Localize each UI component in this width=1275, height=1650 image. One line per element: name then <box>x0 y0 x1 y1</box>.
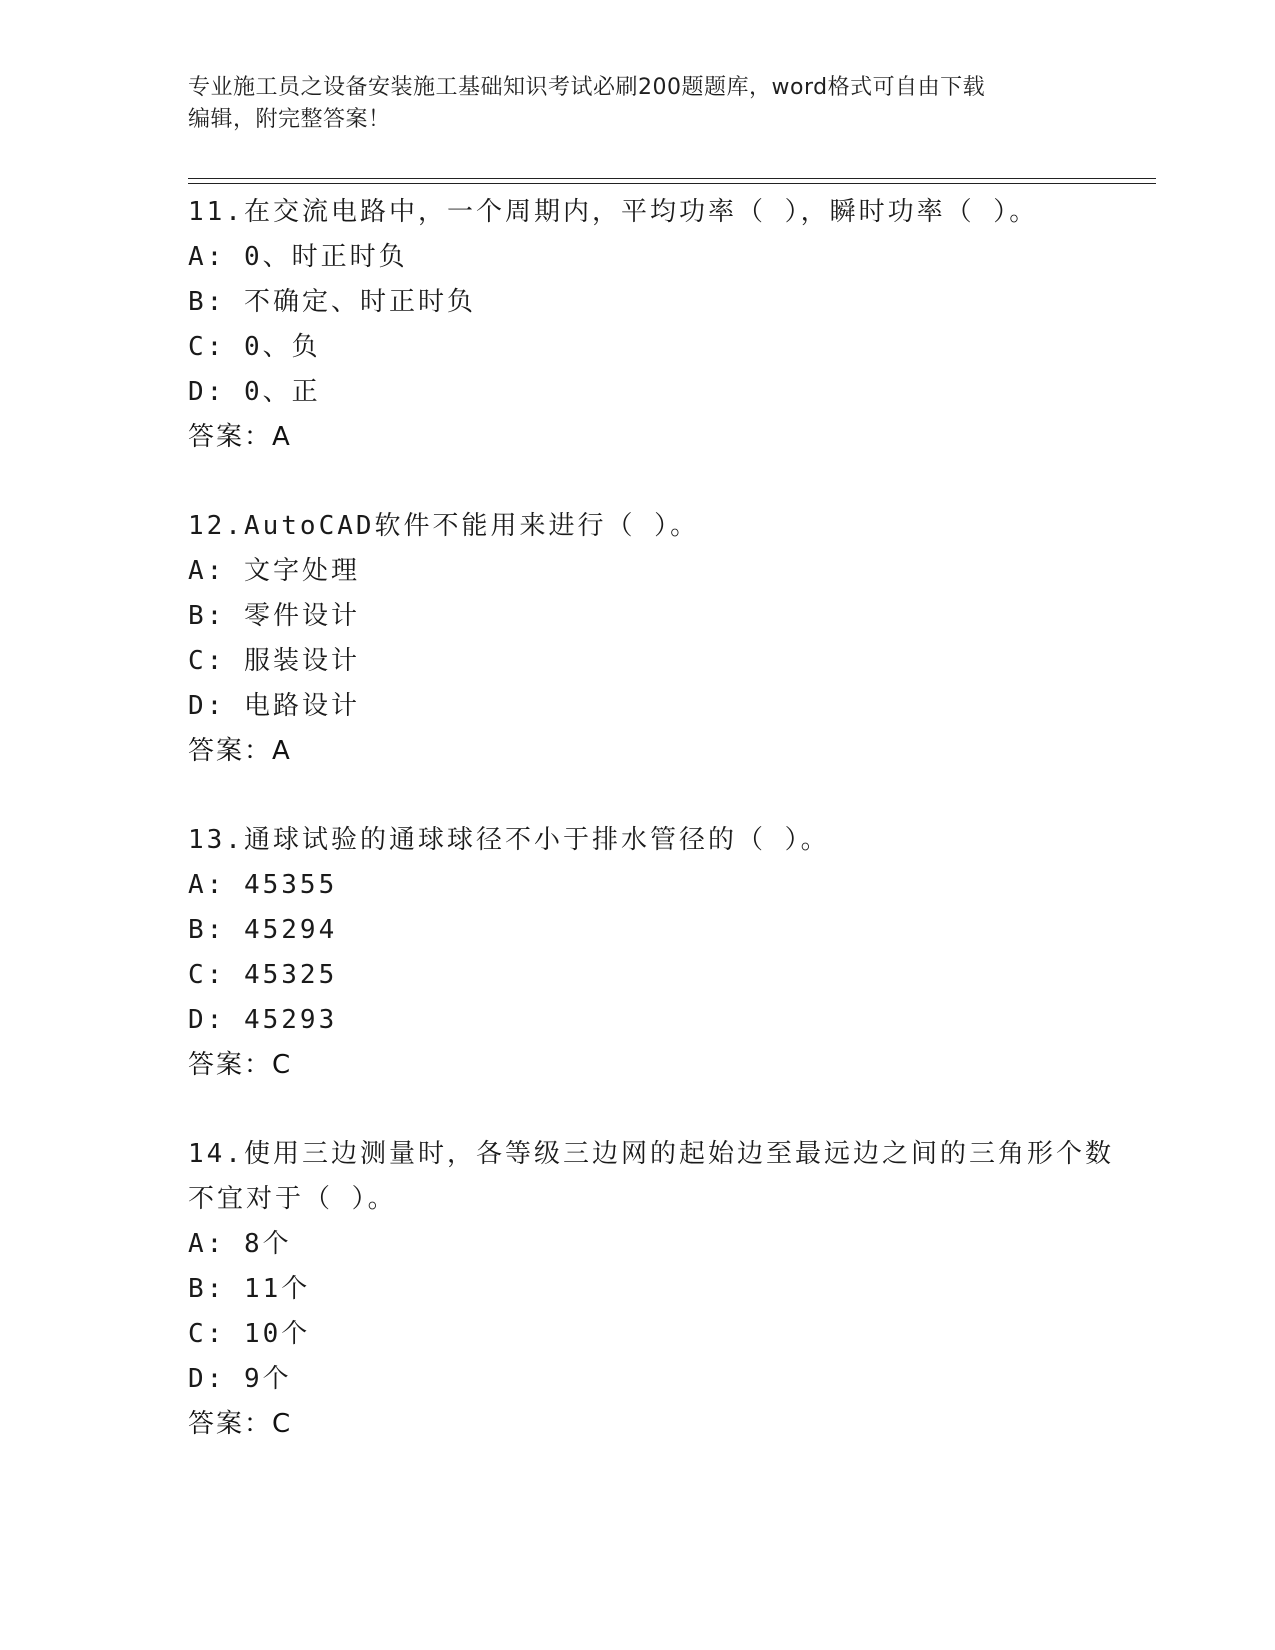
question-14 <box>188 1132 1128 1447</box>
question-11 <box>188 190 1128 460</box>
option-b: B: 11个 <box>188 1274 311 1304</box>
question-12 <box>188 504 1128 774</box>
answer-line: 答案：A <box>188 736 292 766</box>
option-d: D: 9个 <box>188 1364 292 1394</box>
option-d: D: 0、正 <box>188 377 321 407</box>
option-b: B: 不确定、时正时负 <box>188 287 476 317</box>
option-d: D: 45293 <box>188 1005 338 1035</box>
answer-line: 答案：A <box>188 422 292 452</box>
option-d: D: 电路设计 <box>188 691 360 721</box>
document-header <box>188 72 1068 136</box>
header-divider-bottom <box>188 183 1156 184</box>
header-title-line-1: 专业施工员之设备安装施工基础知识考试必刷200题题库，word格式可自由下载 <box>188 75 986 100</box>
question-list <box>188 190 1128 1491</box>
question-stem: 11.在交流电路中，一个周期内，平均功率（ ），瞬时功率（ ）。 <box>188 197 1039 227</box>
question-stem: 12.AutoCAD软件不能用来进行（ ）。 <box>188 511 700 541</box>
answer-line: 答案：C <box>188 1050 293 1080</box>
option-c: C: 服装设计 <box>188 646 360 676</box>
option-a: A: 8个 <box>188 1229 292 1259</box>
option-c: C: 10个 <box>188 1319 311 1349</box>
answer-line: 答案：C <box>188 1409 293 1439</box>
option-a: A: 0、时正时负 <box>188 242 408 272</box>
option-b: B: 45294 <box>188 915 338 945</box>
option-c: C: 0、负 <box>188 332 321 362</box>
question-13 <box>188 818 1128 1088</box>
option-a: A: 文字处理 <box>188 556 360 586</box>
option-a: A: 45355 <box>188 870 338 900</box>
option-c: C: 45325 <box>188 960 338 990</box>
header-title-line-2: 编辑，附完整答案！ <box>188 107 391 132</box>
option-b: B: 零件设计 <box>188 601 360 631</box>
question-stem: 14.使用三边测量时，各等级三边网的起始边至最远边之间的三角形个数不宜对于（ ）。 <box>188 1139 1114 1214</box>
question-stem: 13.通球试验的通球球径不小于排水管径的（ ）。 <box>188 825 830 855</box>
header-divider-top <box>188 178 1156 179</box>
